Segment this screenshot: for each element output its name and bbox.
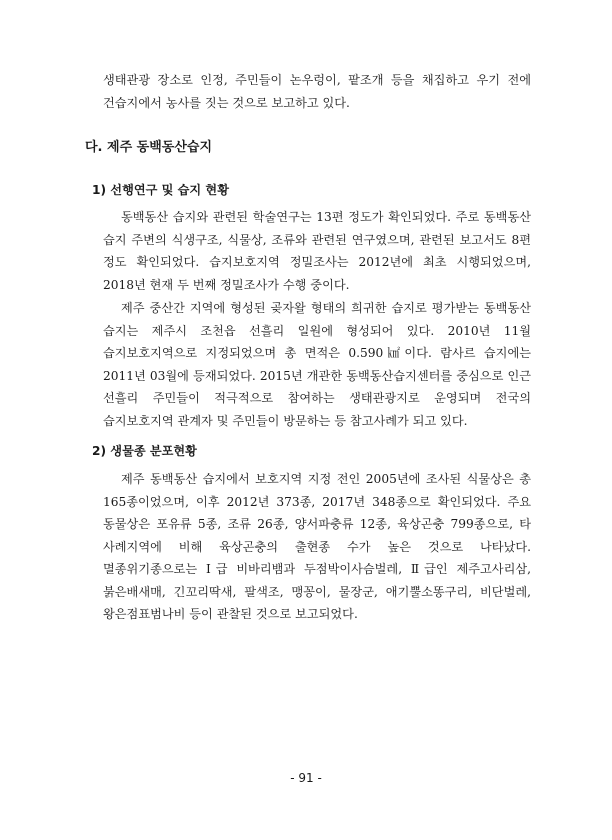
body-paragraph: 제주 중산간 지역에 형성된 곶자왈 형태의 희귀한 습지로 평가받는 동백동산 습지는 제주시 조천읍 선흘리 일원에 형성되어 있다. 2010년 11월 습지보호지역으로 지정되었으며 총 면적은 0.590㎢이다. 람사르 습지에는 2011년 03월에 등재되었다. 2015년 개관한 동백동산습지센터를 중심으로 인근 선흘리 주민들이 적극적으로 참여하는 생태관광지로 운영되며 전국의 습지보호지역 관계자 및 주민들이 방문하는 등 참고사례가 되고 있다. xyxy=(103,301,531,428)
section-heading: 다. 제주 동백동산습지 xyxy=(85,140,213,155)
page-number: - 91 - xyxy=(290,771,322,785)
continuation-paragraph: 생태관광 장소로 인정, 주민들이 논우렁이, 팥조개 등을 채집하고 우기 전에 건습지에서 농사를 짓는 것으로 보고하고 있다. xyxy=(103,73,531,110)
body-paragraph: 동백동산 습지와 관련된 학술연구는 13편 정도가 확인되었다. 주로 동백동산 습지 주변의 식생구조, 식물상, 조류와 관련된 연구였으며, 관련된 보고서도 8편 정도 확인되었다. 습지보호지역 정밀조사는 2012년에 최초 시행되었으며, 2018년 현재 두 번째 정밀조사가 수행 중이다. xyxy=(103,210,531,292)
body-paragraph: 제주 동백동산 습지에서 보호지역 지정 전인 2005년에 조사된 식물상은 총 165종이었으며, 이후 2012년 373종, 2017년 348종으로 확인되었다. 주요 동물상은 포유류 5종, 조류 26종, 양서파충류 12종, 육상곤충 799종으로, 타 사례지역에 비해 육상곤충의 출현종 수가 높은 것으로 나타났다. 멸종위기종으로는 Ⅰ급 비바리뱀과 두점박이사슴벌레, Ⅱ급인 제주고사리삼, 붉은배새매, 긴꼬리딱새, 팔색조, 맹꽁이, 물장군, 애기뿔소똥구리, 비단벌레, 왕은점표범나비 등이 관찰된 것으로 보고되었다. xyxy=(103,472,531,621)
subsection-heading-1: 1) 선행연구 및 습지 현황 xyxy=(92,183,229,197)
subsection-heading-2: 2) 생물종 분포현황 xyxy=(92,444,197,458)
